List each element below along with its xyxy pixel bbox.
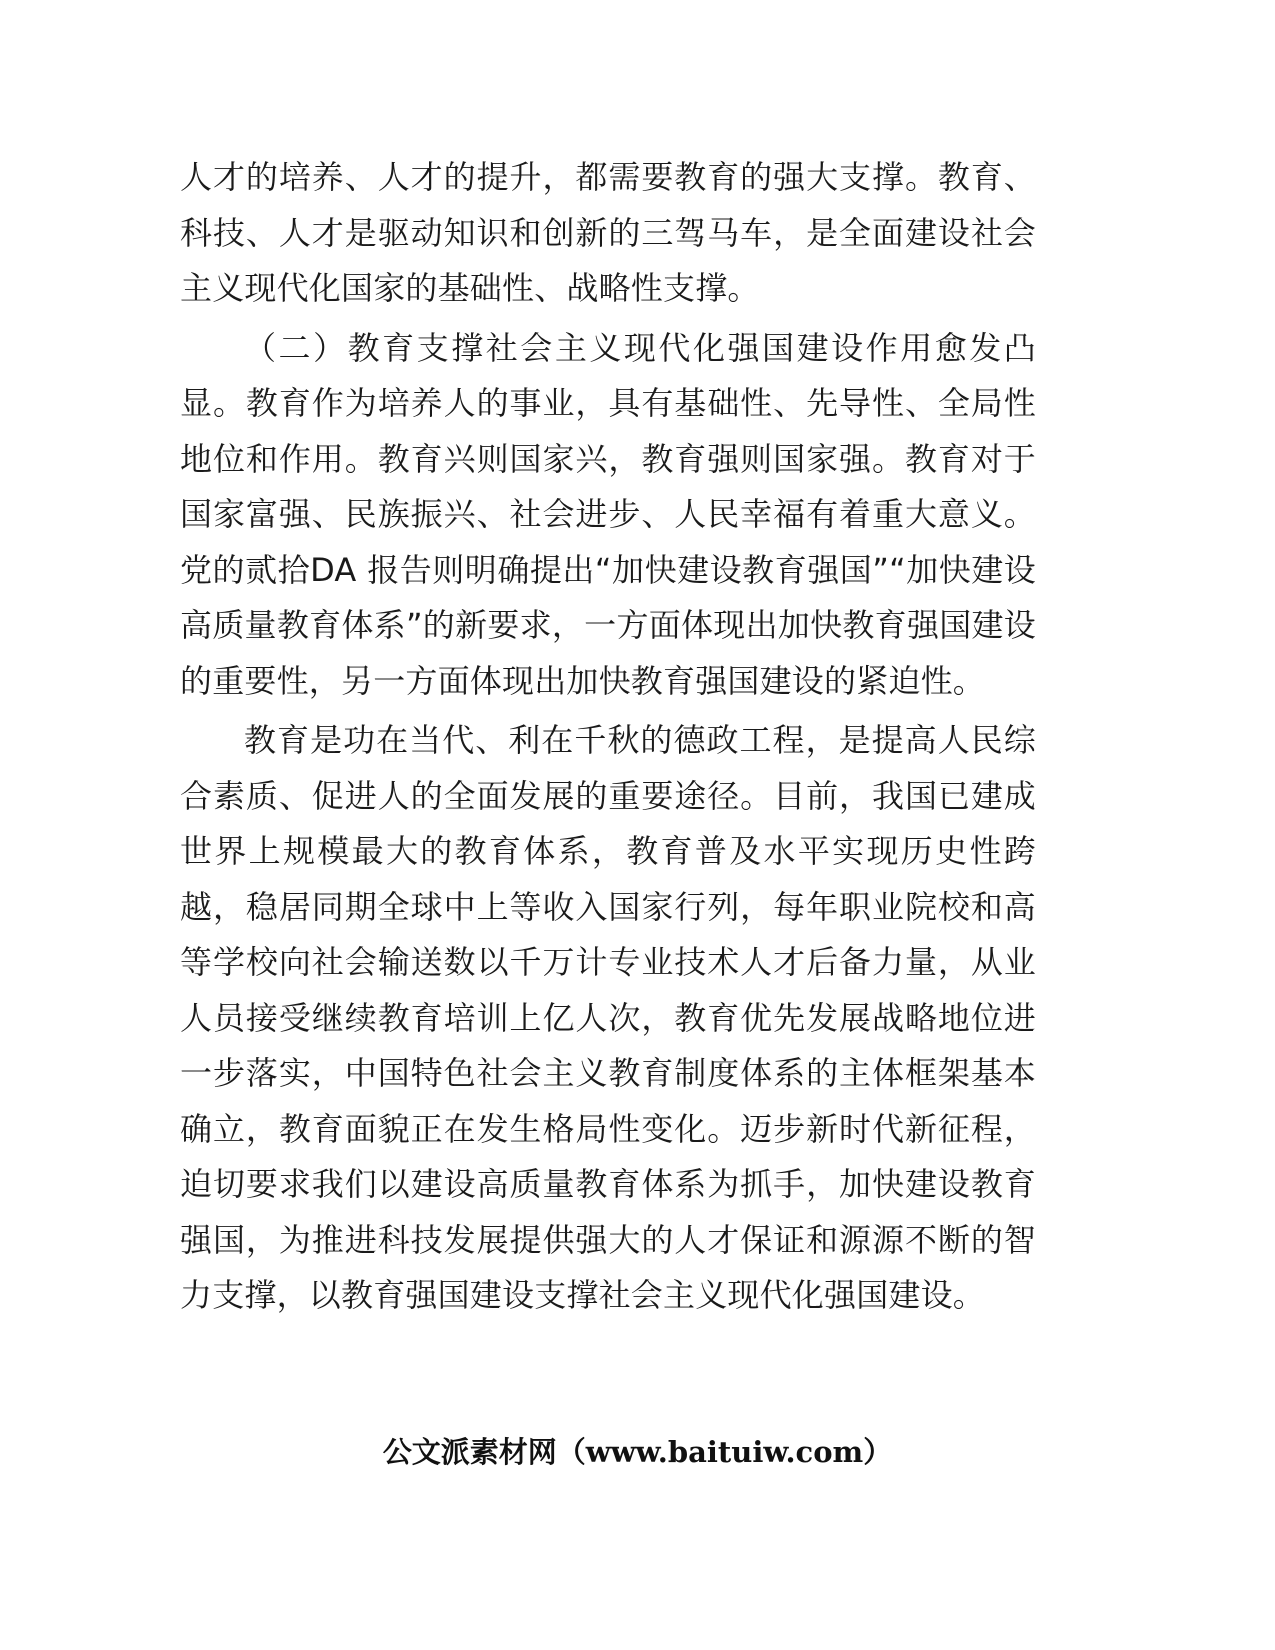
- paragraph-3: 教育是功在当代、利在千秋的德政工程，是提高人民综合素质、促进人的全面发展的重要途径。目前，我国已建成世界上规模最大的教育体系，教育普及水平实现历史性跨越，稳居同期全球中上等收入国家行列，每年职业院校和高等学校向社会输送数以千万计专业技术人才后备力量，从业人员接受继续教育培训上亿人次，教育优先发展战略地位进一步落实，中国特色社会主义教育制度体系的主体框架基本确立，教育面貌正在发生格局性变化。迈步新时代新征程，迫切要求我们以建设高质量教育体系为抓手，加快建设教育强国，为推进科技发展提供强大的人才保证和源源不断的智力支撑，以教育强国建设支撑社会主义现代化强国建设。: [180, 721, 1036, 1314]
- document-body: [180, 150, 1036, 1324]
- paragraph-1: 人才的培养、人才的提升，都需要教育的强大支撑。教育、科技、人才是驱动知识和创新的三驾马车，是全面建设社会主义现代化国家的基础性、战略性支撑。: [180, 158, 1036, 307]
- footer-watermark: 公文派素材网（www.baituiw.com）: [382, 1435, 893, 1469]
- paragraph-2: （二）教育支撑社会主义现代化强国建设作用愈发凸显。教育作为培养人的事业，具有基础性、先导性、全局性地位和作用。教育兴则国家兴，教育强则国家强。教育对于国家富强、民族振兴、社会进步、人民幸福有着重大意义。党的贰拾DA 报告则明确提出“加快建设教育强国”“加快建设高质量教育体系”的新要求，一方面体现出加快教育强国建设的重要性，另一方面体现出加快教育强国建设的紧迫性。: [180, 328, 1036, 700]
